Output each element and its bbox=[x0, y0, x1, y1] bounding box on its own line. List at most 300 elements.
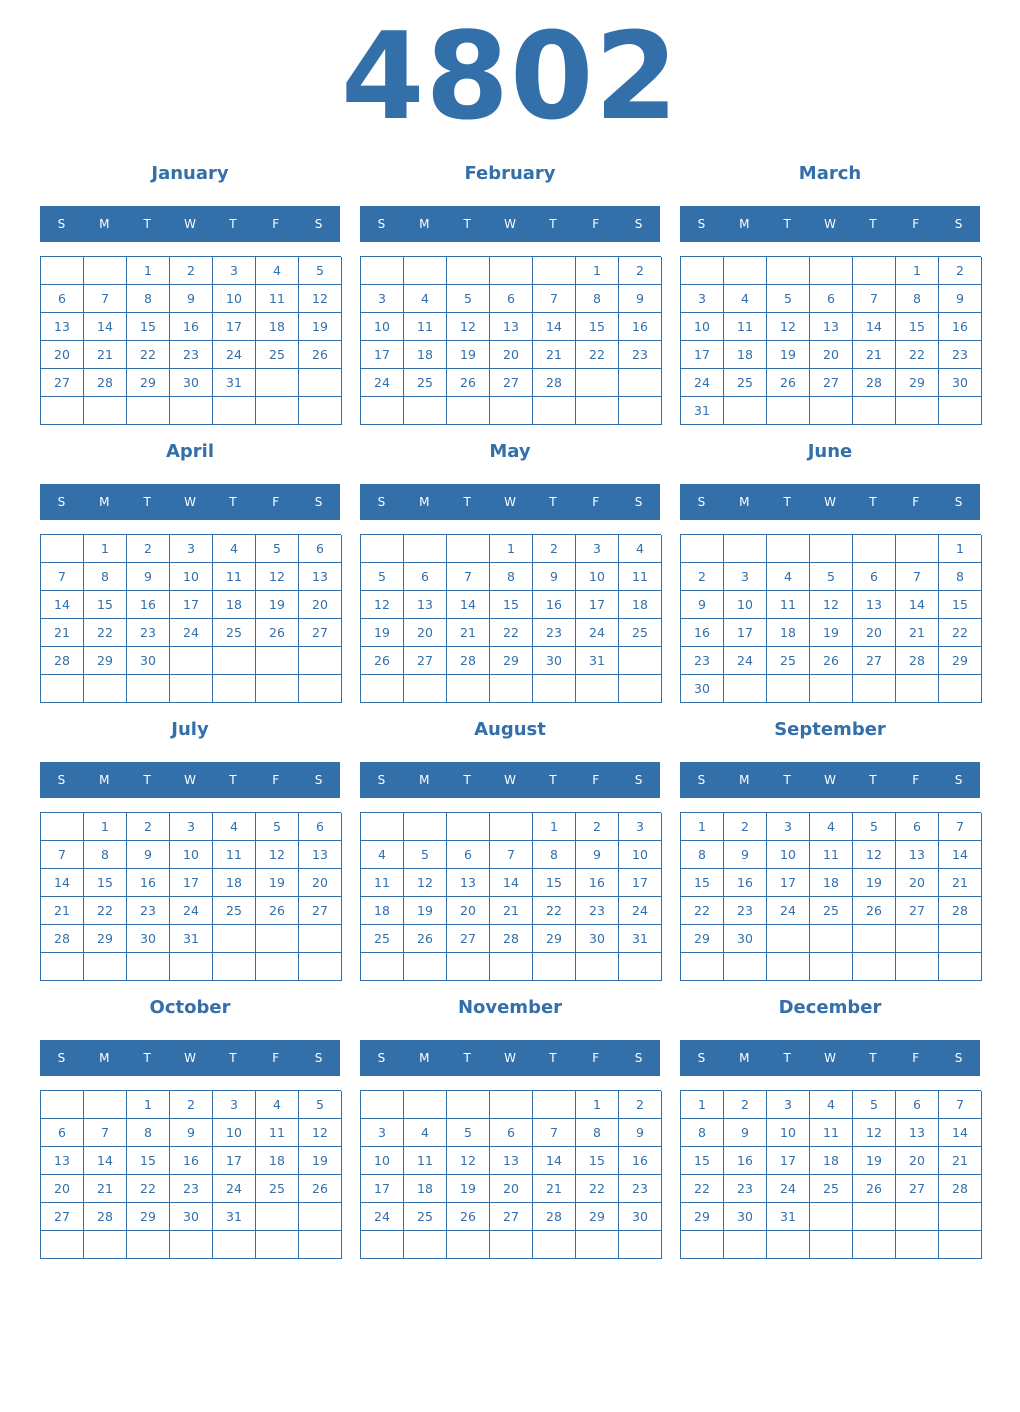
day-cell: 25 bbox=[810, 1175, 853, 1203]
day-cell: 28 bbox=[84, 369, 127, 397]
day-cell: 12 bbox=[853, 1119, 896, 1147]
month-january bbox=[40, 159, 340, 429]
empty-day-cell bbox=[724, 675, 767, 703]
empty-day-cell bbox=[810, 675, 853, 703]
weekday-label: M bbox=[739, 773, 750, 787]
day-cell: 14 bbox=[41, 591, 84, 619]
day-cell: 18 bbox=[810, 1147, 853, 1175]
day-cell: 15 bbox=[681, 869, 724, 897]
day-cell: 6 bbox=[896, 1091, 939, 1119]
day-cell: 8 bbox=[681, 1119, 724, 1147]
day-cell: 22 bbox=[127, 1175, 170, 1203]
day-cell: 10 bbox=[170, 563, 213, 591]
empty-day-cell bbox=[41, 1091, 84, 1119]
day-cell: 19 bbox=[404, 897, 447, 925]
day-cell: 26 bbox=[767, 369, 810, 397]
weekday-label: S bbox=[954, 495, 963, 509]
weekday-label: F bbox=[592, 1051, 600, 1065]
day-cell: 3 bbox=[361, 1119, 404, 1147]
empty-day-cell bbox=[576, 953, 619, 981]
day-cell: 17 bbox=[576, 591, 619, 619]
month-march bbox=[680, 159, 980, 429]
empty-day-cell bbox=[361, 257, 404, 285]
day-cell: 2 bbox=[939, 257, 982, 285]
empty-day-cell bbox=[767, 953, 810, 981]
day-cell: 1 bbox=[939, 535, 982, 563]
day-cell: 5 bbox=[299, 257, 342, 285]
empty-day-cell bbox=[767, 675, 810, 703]
day-cell: 19 bbox=[256, 869, 299, 897]
month-name: March bbox=[798, 163, 862, 184]
weekday-label: T bbox=[869, 1051, 877, 1065]
empty-day-cell bbox=[361, 397, 404, 425]
day-cell: 23 bbox=[127, 619, 170, 647]
empty-day-cell bbox=[533, 257, 576, 285]
day-cell: 7 bbox=[41, 563, 84, 591]
day-cell: 29 bbox=[681, 925, 724, 953]
day-cell: 6 bbox=[41, 285, 84, 313]
day-cell: 9 bbox=[724, 1119, 767, 1147]
weekday-label: M bbox=[419, 1051, 430, 1065]
empty-day-cell bbox=[619, 647, 662, 675]
empty-day-cell bbox=[361, 953, 404, 981]
day-cell: 8 bbox=[939, 563, 982, 591]
day-cell: 18 bbox=[404, 341, 447, 369]
empty-day-cell bbox=[256, 953, 299, 981]
day-cell: 22 bbox=[84, 619, 127, 647]
day-cell: 3 bbox=[213, 257, 256, 285]
day-cell: 29 bbox=[127, 369, 170, 397]
empty-day-cell bbox=[213, 397, 256, 425]
day-cell: 29 bbox=[576, 1203, 619, 1231]
day-cell: 20 bbox=[41, 1175, 84, 1203]
day-cell: 24 bbox=[213, 341, 256, 369]
day-cell: 5 bbox=[404, 841, 447, 869]
day-cell: 17 bbox=[170, 869, 213, 897]
day-cell: 8 bbox=[84, 563, 127, 591]
day-cell: 13 bbox=[41, 1147, 84, 1175]
day-cell: 14 bbox=[84, 313, 127, 341]
day-cell: 30 bbox=[576, 925, 619, 953]
day-cell: 21 bbox=[939, 869, 982, 897]
day-cell: 31 bbox=[681, 397, 724, 425]
day-cell: 12 bbox=[299, 285, 342, 313]
weekday-label: F bbox=[592, 495, 600, 509]
day-cell: 20 bbox=[299, 869, 342, 897]
day-cell: 26 bbox=[853, 897, 896, 925]
day-cell: 2 bbox=[576, 813, 619, 841]
day-cell: 21 bbox=[533, 1175, 576, 1203]
empty-day-cell bbox=[299, 1231, 342, 1259]
weekday-label: F bbox=[912, 773, 920, 787]
day-grid bbox=[360, 1090, 661, 1259]
day-cell: 21 bbox=[533, 341, 576, 369]
day-cell: 21 bbox=[41, 897, 84, 925]
weekday-label: S bbox=[954, 1051, 963, 1065]
empty-day-cell bbox=[404, 675, 447, 703]
weekday-label: F bbox=[912, 217, 920, 231]
weekday-header bbox=[680, 1040, 980, 1076]
day-cell: 8 bbox=[681, 841, 724, 869]
day-cell: 4 bbox=[619, 535, 662, 563]
day-cell: 26 bbox=[256, 897, 299, 925]
day-cell: 14 bbox=[447, 591, 490, 619]
empty-day-cell bbox=[896, 397, 939, 425]
day-cell: 2 bbox=[619, 1091, 662, 1119]
day-cell: 4 bbox=[213, 535, 256, 563]
empty-day-cell bbox=[724, 397, 767, 425]
empty-day-cell bbox=[896, 925, 939, 953]
day-cell: 15 bbox=[681, 1147, 724, 1175]
day-cell: 12 bbox=[810, 591, 853, 619]
day-cell: 17 bbox=[213, 1147, 256, 1175]
weekday-label: S bbox=[314, 217, 323, 231]
empty-day-cell bbox=[724, 953, 767, 981]
weekday-label: S bbox=[634, 773, 643, 787]
day-cell: 15 bbox=[896, 313, 939, 341]
empty-day-cell bbox=[490, 813, 533, 841]
empty-day-cell bbox=[810, 953, 853, 981]
weekday-label: T bbox=[463, 495, 471, 509]
empty-day-cell bbox=[127, 675, 170, 703]
day-grid bbox=[40, 534, 341, 703]
empty-day-cell bbox=[810, 1203, 853, 1231]
day-cell: 4 bbox=[404, 285, 447, 313]
weekday-label: W bbox=[824, 773, 836, 787]
weekday-header bbox=[40, 484, 340, 520]
day-cell: 28 bbox=[939, 1175, 982, 1203]
weekday-label: M bbox=[419, 773, 430, 787]
day-cell: 27 bbox=[41, 1203, 84, 1231]
day-cell: 2 bbox=[170, 257, 213, 285]
empty-day-cell bbox=[853, 1203, 896, 1231]
day-cell: 12 bbox=[767, 313, 810, 341]
day-cell: 13 bbox=[896, 841, 939, 869]
empty-day-cell bbox=[533, 675, 576, 703]
day-grid bbox=[360, 534, 661, 703]
day-cell: 2 bbox=[127, 813, 170, 841]
weekday-label: F bbox=[592, 773, 600, 787]
day-cell: 9 bbox=[619, 1119, 662, 1147]
weekday-label: T bbox=[869, 773, 877, 787]
day-cell: 12 bbox=[256, 841, 299, 869]
day-cell: 25 bbox=[256, 341, 299, 369]
empty-day-cell bbox=[256, 925, 299, 953]
day-cell: 5 bbox=[853, 813, 896, 841]
empty-day-cell bbox=[853, 257, 896, 285]
empty-day-cell bbox=[767, 535, 810, 563]
empty-day-cell bbox=[447, 535, 490, 563]
day-cell: 6 bbox=[810, 285, 853, 313]
empty-day-cell bbox=[810, 257, 853, 285]
empty-day-cell bbox=[127, 1231, 170, 1259]
weekday-label: S bbox=[697, 773, 706, 787]
day-cell: 10 bbox=[724, 591, 767, 619]
day-grid bbox=[680, 1090, 981, 1259]
weekday-label: T bbox=[143, 1051, 151, 1065]
day-cell: 20 bbox=[447, 897, 490, 925]
month-name: July bbox=[171, 719, 209, 740]
day-cell: 27 bbox=[404, 647, 447, 675]
day-cell: 1 bbox=[681, 813, 724, 841]
weekday-label: S bbox=[377, 1051, 386, 1065]
empty-day-cell bbox=[84, 953, 127, 981]
day-cell: 23 bbox=[170, 1175, 213, 1203]
day-cell: 2 bbox=[170, 1091, 213, 1119]
day-cell: 3 bbox=[724, 563, 767, 591]
weekday-label: T bbox=[783, 773, 791, 787]
weekday-label: T bbox=[549, 773, 557, 787]
day-grid bbox=[680, 256, 981, 425]
month-august bbox=[360, 715, 660, 985]
weekday-label: S bbox=[697, 217, 706, 231]
weekday-header bbox=[680, 484, 980, 520]
day-cell: 29 bbox=[84, 647, 127, 675]
day-cell: 25 bbox=[256, 1175, 299, 1203]
weekday-label: T bbox=[229, 1051, 237, 1065]
day-cell: 22 bbox=[490, 619, 533, 647]
month-name: January bbox=[151, 163, 229, 184]
weekday-label: W bbox=[504, 773, 516, 787]
day-cell: 25 bbox=[404, 1203, 447, 1231]
day-cell: 12 bbox=[404, 869, 447, 897]
day-cell: 27 bbox=[490, 1203, 533, 1231]
day-cell: 16 bbox=[576, 869, 619, 897]
weekday-header bbox=[360, 484, 660, 520]
day-cell: 4 bbox=[810, 813, 853, 841]
day-cell: 9 bbox=[127, 841, 170, 869]
empty-day-cell bbox=[681, 1231, 724, 1259]
day-cell: 29 bbox=[127, 1203, 170, 1231]
day-cell: 19 bbox=[256, 591, 299, 619]
day-cell: 16 bbox=[127, 869, 170, 897]
day-cell: 7 bbox=[896, 563, 939, 591]
day-cell: 7 bbox=[533, 1119, 576, 1147]
day-cell: 12 bbox=[299, 1119, 342, 1147]
day-cell: 3 bbox=[576, 535, 619, 563]
day-cell: 3 bbox=[170, 535, 213, 563]
day-cell: 10 bbox=[213, 1119, 256, 1147]
day-cell: 18 bbox=[810, 869, 853, 897]
empty-day-cell bbox=[447, 397, 490, 425]
empty-day-cell bbox=[404, 397, 447, 425]
day-cell: 24 bbox=[681, 369, 724, 397]
empty-day-cell bbox=[170, 675, 213, 703]
empty-day-cell bbox=[576, 1231, 619, 1259]
empty-day-cell bbox=[299, 369, 342, 397]
day-cell: 21 bbox=[896, 619, 939, 647]
day-cell: 19 bbox=[447, 1175, 490, 1203]
weekday-label: F bbox=[272, 1051, 280, 1065]
day-cell: 10 bbox=[576, 563, 619, 591]
day-cell: 1 bbox=[533, 813, 576, 841]
day-cell: 8 bbox=[576, 285, 619, 313]
day-cell: 19 bbox=[447, 341, 490, 369]
day-cell: 12 bbox=[361, 591, 404, 619]
day-cell: 4 bbox=[361, 841, 404, 869]
day-cell: 18 bbox=[767, 619, 810, 647]
day-cell: 6 bbox=[490, 285, 533, 313]
day-cell: 30 bbox=[681, 675, 724, 703]
day-cell: 3 bbox=[213, 1091, 256, 1119]
day-cell: 25 bbox=[810, 897, 853, 925]
day-cell: 3 bbox=[619, 813, 662, 841]
day-cell: 23 bbox=[619, 341, 662, 369]
empty-day-cell bbox=[361, 1091, 404, 1119]
day-cell: 16 bbox=[724, 869, 767, 897]
empty-day-cell bbox=[724, 535, 767, 563]
day-cell: 1 bbox=[576, 257, 619, 285]
day-cell: 20 bbox=[810, 341, 853, 369]
weekday-label: T bbox=[549, 495, 557, 509]
empty-day-cell bbox=[939, 675, 982, 703]
weekday-label: S bbox=[634, 1051, 643, 1065]
month-may bbox=[360, 437, 660, 707]
day-cell: 9 bbox=[939, 285, 982, 313]
day-cell: 27 bbox=[810, 369, 853, 397]
empty-day-cell bbox=[939, 953, 982, 981]
day-cell: 30 bbox=[724, 925, 767, 953]
day-cell: 26 bbox=[447, 1203, 490, 1231]
day-cell: 2 bbox=[127, 535, 170, 563]
day-cell: 9 bbox=[170, 285, 213, 313]
day-cell: 7 bbox=[939, 1091, 982, 1119]
day-cell: 30 bbox=[127, 925, 170, 953]
day-cell: 4 bbox=[256, 257, 299, 285]
weekday-label: T bbox=[463, 217, 471, 231]
day-cell: 15 bbox=[576, 1147, 619, 1175]
day-cell: 1 bbox=[127, 257, 170, 285]
day-cell: 20 bbox=[853, 619, 896, 647]
day-cell: 18 bbox=[404, 1175, 447, 1203]
empty-day-cell bbox=[810, 397, 853, 425]
day-cell: 23 bbox=[724, 897, 767, 925]
day-cell: 10 bbox=[361, 1147, 404, 1175]
day-cell: 28 bbox=[41, 647, 84, 675]
month-december bbox=[680, 993, 980, 1263]
day-cell: 20 bbox=[896, 869, 939, 897]
day-cell: 17 bbox=[767, 869, 810, 897]
day-cell: 3 bbox=[767, 1091, 810, 1119]
day-cell: 11 bbox=[767, 591, 810, 619]
empty-day-cell bbox=[576, 675, 619, 703]
day-cell: 16 bbox=[533, 591, 576, 619]
day-cell: 30 bbox=[533, 647, 576, 675]
empty-day-cell bbox=[299, 953, 342, 981]
weekday-header bbox=[40, 1040, 340, 1076]
day-cell: 14 bbox=[84, 1147, 127, 1175]
empty-day-cell bbox=[896, 1231, 939, 1259]
day-cell: 23 bbox=[533, 619, 576, 647]
empty-day-cell bbox=[299, 647, 342, 675]
day-cell: 16 bbox=[170, 1147, 213, 1175]
day-cell: 6 bbox=[404, 563, 447, 591]
empty-day-cell bbox=[170, 953, 213, 981]
empty-day-cell bbox=[447, 1231, 490, 1259]
empty-day-cell bbox=[533, 397, 576, 425]
weekday-label: M bbox=[739, 1051, 750, 1065]
empty-day-cell bbox=[84, 1231, 127, 1259]
day-cell: 27 bbox=[299, 897, 342, 925]
day-cell: 4 bbox=[767, 563, 810, 591]
weekday-label: S bbox=[697, 495, 706, 509]
day-grid bbox=[680, 812, 981, 981]
day-cell: 22 bbox=[533, 897, 576, 925]
day-cell: 10 bbox=[681, 313, 724, 341]
weekday-label: T bbox=[783, 1051, 791, 1065]
day-cell: 15 bbox=[84, 591, 127, 619]
day-cell: 18 bbox=[724, 341, 767, 369]
empty-day-cell bbox=[853, 397, 896, 425]
day-cell: 9 bbox=[127, 563, 170, 591]
day-cell: 20 bbox=[896, 1147, 939, 1175]
day-cell: 9 bbox=[576, 841, 619, 869]
empty-day-cell bbox=[619, 397, 662, 425]
day-cell: 19 bbox=[299, 1147, 342, 1175]
empty-day-cell bbox=[127, 953, 170, 981]
empty-day-cell bbox=[939, 1203, 982, 1231]
day-cell: 10 bbox=[361, 313, 404, 341]
weekday-label: T bbox=[143, 773, 151, 787]
weekday-label: S bbox=[954, 217, 963, 231]
day-cell: 20 bbox=[41, 341, 84, 369]
day-cell: 17 bbox=[170, 591, 213, 619]
empty-day-cell bbox=[619, 1231, 662, 1259]
weekday-label: S bbox=[697, 1051, 706, 1065]
empty-day-cell bbox=[213, 1231, 256, 1259]
weekday-header bbox=[360, 762, 660, 798]
empty-day-cell bbox=[681, 535, 724, 563]
weekday-header bbox=[680, 206, 980, 242]
day-cell: 6 bbox=[853, 563, 896, 591]
day-cell: 23 bbox=[576, 897, 619, 925]
day-cell: 1 bbox=[576, 1091, 619, 1119]
month-name: August bbox=[474, 719, 546, 740]
empty-day-cell bbox=[404, 257, 447, 285]
weekday-label: M bbox=[419, 495, 430, 509]
day-cell: 21 bbox=[84, 1175, 127, 1203]
day-cell: 21 bbox=[447, 619, 490, 647]
day-cell: 20 bbox=[404, 619, 447, 647]
day-cell: 28 bbox=[533, 369, 576, 397]
day-cell: 28 bbox=[853, 369, 896, 397]
weekday-label: T bbox=[463, 1051, 471, 1065]
empty-day-cell bbox=[533, 953, 576, 981]
day-cell: 14 bbox=[939, 841, 982, 869]
day-cell: 26 bbox=[256, 619, 299, 647]
day-cell: 17 bbox=[681, 341, 724, 369]
day-cell: 5 bbox=[256, 535, 299, 563]
empty-day-cell bbox=[767, 397, 810, 425]
day-cell: 3 bbox=[767, 813, 810, 841]
day-cell: 19 bbox=[361, 619, 404, 647]
day-cell: 6 bbox=[41, 1119, 84, 1147]
empty-day-cell bbox=[41, 813, 84, 841]
weekday-label: T bbox=[229, 495, 237, 509]
empty-day-cell bbox=[41, 535, 84, 563]
day-cell: 21 bbox=[41, 619, 84, 647]
day-cell: 1 bbox=[896, 257, 939, 285]
month-february bbox=[360, 159, 660, 429]
day-cell: 2 bbox=[619, 257, 662, 285]
day-cell: 29 bbox=[939, 647, 982, 675]
day-cell: 11 bbox=[810, 841, 853, 869]
day-cell: 24 bbox=[213, 1175, 256, 1203]
day-cell: 8 bbox=[533, 841, 576, 869]
day-cell: 7 bbox=[533, 285, 576, 313]
day-cell: 21 bbox=[939, 1147, 982, 1175]
day-cell: 14 bbox=[41, 869, 84, 897]
